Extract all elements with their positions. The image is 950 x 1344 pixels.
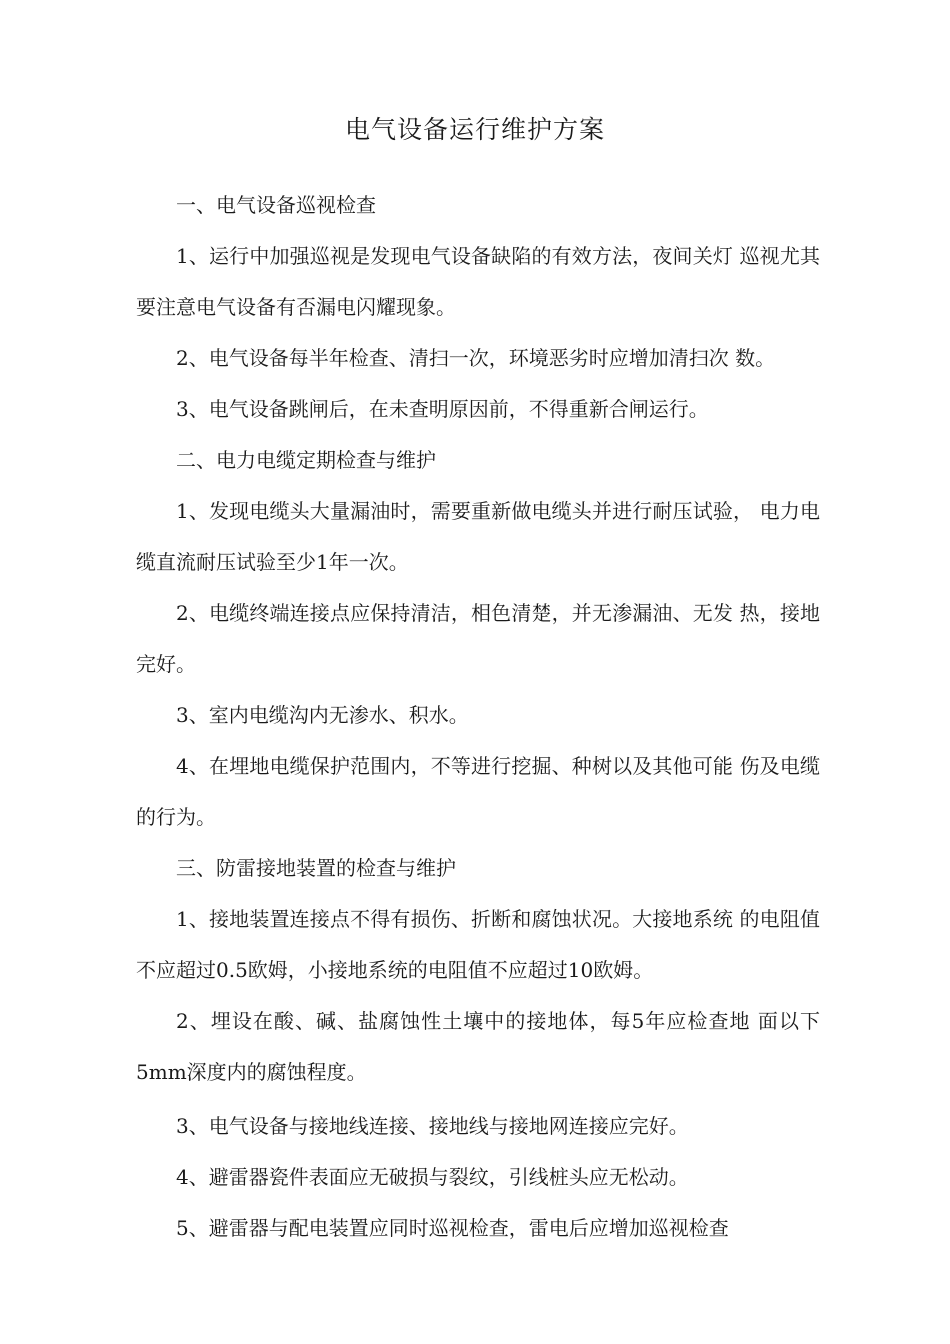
paragraph: 2、电缆终端连接点应保持清洁，相色清楚，并无渗漏油、无发 热，接地完好。 <box>136 601 820 676</box>
document-body <box>136 180 820 1254</box>
section-heading-2: 二、电力电缆定期检查与维护 <box>176 448 436 472</box>
paragraph: 1、接地装置连接点不得有损伤、折断和腐蚀状况。大接地系统 的电阻值不应超过0.5欧姆，小接地系统的电阻值不应超过10欧姆。 <box>136 907 820 982</box>
paragraph: 2、埋设在酸、碱、盐腐蚀性土壤中的接地体，每5年应检查地 面以下5mm深度内的腐蚀程度。 <box>136 1009 820 1084</box>
paragraph: 4、在埋地电缆保护范围内，不等进行挖掘、种树以及其他可能 伤及电缆的行为。 <box>136 754 820 829</box>
paragraph: 3、电气设备跳闸后，在未查明原因前，不得重新合闸运行。 <box>176 397 709 421</box>
paragraph: 3、室内电缆沟内无渗水、积水。 <box>176 703 469 727</box>
document-title: 电气设备运行维护方案 <box>344 115 605 144</box>
section-heading-1: 一、电气设备巡视检查 <box>176 193 376 217</box>
paragraph: 1、发现电缆头大量漏油时，需要重新做电缆头并进行耐压试验， 电力电缆直流耐压试验至少1年一次。 <box>136 499 820 574</box>
paragraph: 5、避雷器与配电装置应同时巡视检查，雷电后应增加巡视检查 <box>176 1216 729 1240</box>
paragraph: 1、运行中加强巡视是发现电气设备缺陷的有效方法，夜间关灯 巡视尤其要注意电气设备有否漏电闪耀现象。 <box>136 244 820 319</box>
paragraph: 4、避雷器瓷件表面应无破损与裂纹，引线桩头应无松动。 <box>176 1165 689 1189</box>
paragraph: 3、电气设备与接地线连接、接地线与接地网连接应完好。 <box>176 1114 689 1138</box>
section-heading-3: 三、防雷接地装置的检查与维护 <box>176 856 456 880</box>
paragraph: 2、电气设备每半年检查、清扫一次，环境恶劣时应增加清扫次 数。 <box>176 346 776 370</box>
